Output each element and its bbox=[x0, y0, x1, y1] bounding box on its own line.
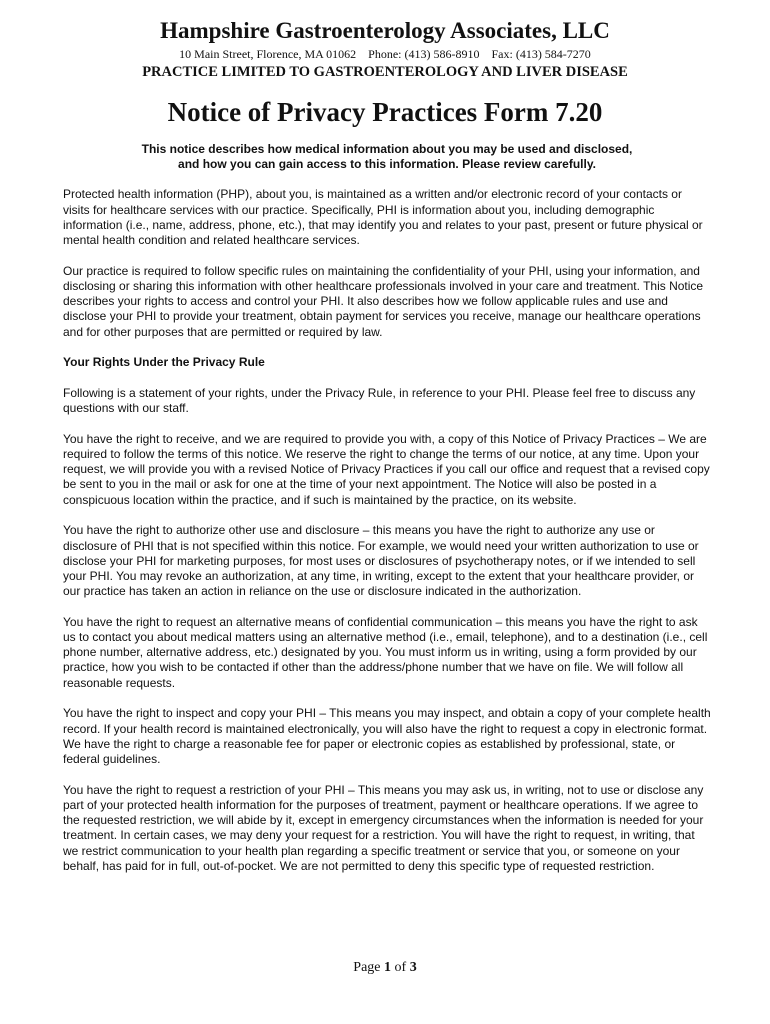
organization-name: Hampshire Gastroenterology Associates, LLC bbox=[160, 18, 610, 43]
page-number bbox=[0, 959, 770, 977]
practice-statement: PRACTICE LIMITED TO GASTROENTEROLOGY AND LIVER DISEASE bbox=[142, 64, 628, 80]
letterhead bbox=[0, 18, 770, 81]
intro-notice bbox=[63, 142, 711, 172]
intro-line-1: This notice describes how medical information about you may be used and disclosed, bbox=[141, 142, 633, 156]
total-pages: 3 bbox=[409, 960, 417, 975]
intro-line-2: and how you can gain access to this information. Please review carefully. bbox=[178, 157, 596, 172]
page-label: Page bbox=[353, 960, 381, 975]
address: 10 Main Street, Florence, MA 01062 bbox=[179, 47, 357, 61]
notice-body bbox=[63, 142, 711, 889]
current-page: 1 bbox=[384, 960, 392, 975]
paragraph-right-inspect: You have the right to inspect and copy your PHI – This means you may inspect, and obtain a copy of your complete health record. If your health record is maintained electronically, you will also have the right to request a copy in electronic format. We have the right to charge a reasonable fee for paper or electronic copies as established by professional, state, or federal guidelines. bbox=[63, 706, 711, 766]
paragraph-right-restriction: You have the right to request a restriction of your PHI – This means you may ask us, in writing, not to use or disclose any part of your protected health information for the purposes of treatment, payment or healthcare operations. If we agree to the requested restriction, we will abide by it, except in emergency circumstances when the information is needed for your treatment. In certain cases, we may deny your request for a restriction. You will have the right to request, in writing, that we restrict communication to your health plan regarding a specific treatment or service that you, or someone on your behalf, has paid for in full, out-of-pocket. We are not permitted to deny this specific type of requested restriction. bbox=[63, 782, 704, 873]
phone: Phone: (413) 586-8910 bbox=[368, 47, 480, 61]
contact-line bbox=[0, 46, 770, 62]
of-label: of bbox=[394, 960, 407, 975]
paragraph-right-authorize: You have the right to authorize other use and disclosure – this means you have the right to authorize any use or disclosure of PHI that is not specified within this notice. For example, we would need your written authorization to use or disclose your PHI for marketing purposes, for most uses or disclosures of psychotherapy notes, or if we intended to sell your PHI. You may revoke an authorization, at any time, in writing, except to the extent that your healthcare provider, or our practice has taken an action in reliance on the use or disclosure indicated in the authorization. bbox=[63, 523, 699, 599]
fax: Fax: (413) 584-7270 bbox=[491, 47, 591, 61]
paragraph-confidentiality: Our practice is required to follow specific rules on maintaining the confidentiality of your PHI, using your information, and disclosing or sharing this information with other healthcare professionals involved in your care and treatment. This Notice describes your rights to access and control your PHI. It also describes how we follow applicable rules and use and disclose your PHI to provide your treatment, obtain payment for services you receive, manage our healthcare operations and for other purposes that are permitted or required by law. bbox=[63, 263, 704, 339]
form-title: Notice of Privacy Practices Form 7.20 bbox=[167, 97, 603, 127]
section-heading-rights: Your Rights Under the Privacy Rule bbox=[63, 355, 265, 370]
paragraph-phi-definition: Protected health information (PHP), about you, is maintained as a written and/or electronic record of your contacts or visits for healthcare services with our practice. Specifically, PHI is information about you, including demographic information (i.e., name, address, phone, etc.), that may identify you and relates to your past, present or future physical or mental health condition and related healthcare services. bbox=[63, 187, 703, 248]
paragraph-right-communication: You have the right to request an alternative means of confidential communication – this means you have the right to ask us to contact you about medical matters using an alternative method (i.e., email, telephone), and to a destination (i.e., cell phone number, alternative address, etc.) designated by you. You must inform us in writing, using a form provided by our practice, how you wish to be contacted if other than the address/phone number that we have on file. We will follow all reasonable requests. bbox=[63, 614, 708, 690]
paragraph-rights-statement: Following is a statement of your rights, under the Privacy Rule, in reference to your PHI. Please feel free to discuss any questions with our staff. bbox=[63, 385, 696, 416]
paragraph-right-receive-notice: You have the right to receive, and we are required to provide you with, a copy of this Notice of Privacy Practices – We are required to follow the terms of this notice. We reserve the right to change the terms of our notice, at any time. Upon your request, we will provide you with a revised Notice of Privacy Practices if you call our office and request that a revised copy be sent to you in the mail or ask for one at the time of your next appointment. The Notice will also be posted in a conspicuous location within the practice, and if such is maintained by the practice, on its website. bbox=[63, 431, 710, 507]
